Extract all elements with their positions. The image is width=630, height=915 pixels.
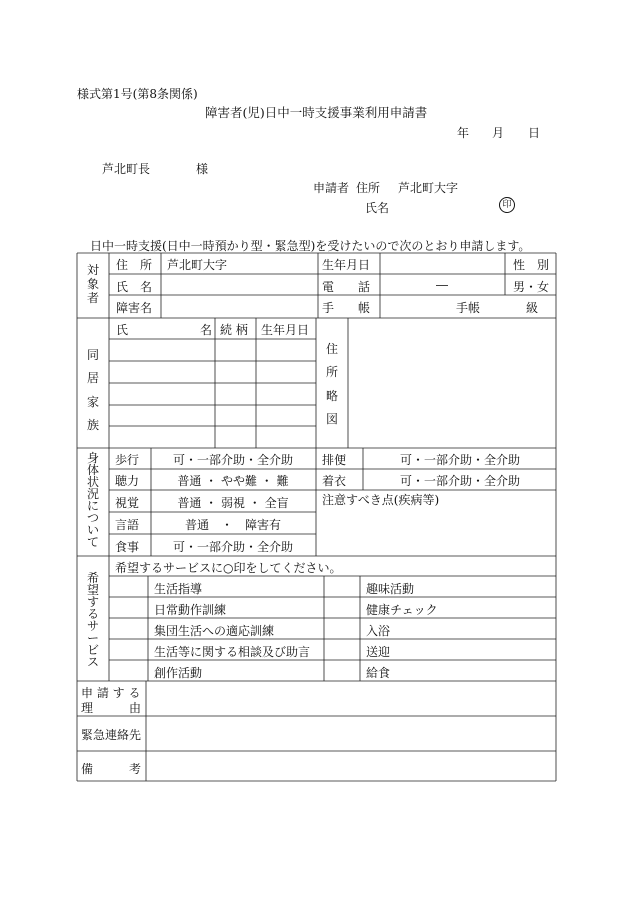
service-item-right: 給食 xyxy=(366,666,391,680)
condition-value: 普通 ・ 障害有 xyxy=(184,518,282,532)
condition-right-value: 可・一部介助・全介助 xyxy=(399,474,521,488)
subject-disability-label: 障害名 xyxy=(116,301,153,315)
service-item-right: 送迎 xyxy=(366,645,391,659)
condition-value: 普通 ・ やや難 ・ 難 xyxy=(177,474,289,488)
subject-section-label xyxy=(86,264,100,305)
subject-phone-dash: ― xyxy=(436,278,448,292)
services-section-label xyxy=(86,572,100,668)
condition-right-value: 可・一部介助・全介助 xyxy=(399,453,521,467)
subject-address-label: 住 所 xyxy=(116,258,153,272)
section-char: 希 xyxy=(86,571,99,585)
reason-label-line2: 理 由 xyxy=(81,701,142,715)
applicant-address-label: 住所 xyxy=(356,181,381,195)
condition-label: 歩行 xyxy=(115,453,140,467)
applicant-name-label: 氏名 xyxy=(365,201,390,215)
seal-mark: 印 xyxy=(499,197,515,213)
section-char: い xyxy=(86,523,99,537)
section-char: 図 xyxy=(325,412,338,427)
section-char: に xyxy=(86,499,99,513)
applicant-address-value: 芦北町大字 xyxy=(398,181,459,195)
condition-right-label: 排便 xyxy=(322,453,347,467)
section-char: 住 xyxy=(325,342,338,356)
section-char: 況 xyxy=(86,487,99,501)
section-char: 状 xyxy=(86,475,99,489)
condition-section-label xyxy=(86,452,100,548)
section-char: 象 xyxy=(86,276,99,291)
service-item-left: 創作活動 xyxy=(154,666,203,680)
service-item-left: 生活指導 xyxy=(154,582,203,596)
subject-address-value: 芦北町大字 xyxy=(167,258,228,272)
reason-label-line1: 申 請 す る xyxy=(81,686,141,700)
section-char: 家 xyxy=(86,394,99,409)
section-char: 同 xyxy=(86,348,99,362)
form-title: 障害者(児)日中一時支援事業利用申請書 xyxy=(205,105,428,120)
form-number: 様式第1号(第8条関係) xyxy=(77,87,198,101)
service-item-right: 趣味活動 xyxy=(366,582,415,596)
section-char: 対 xyxy=(86,263,99,277)
addressee-honorific: 様 xyxy=(196,162,209,176)
section-char: 体 xyxy=(86,463,99,477)
household-map-label xyxy=(325,338,339,432)
household-col-birth: 生年月日 xyxy=(261,323,310,337)
section-char: 居 xyxy=(86,371,99,386)
section-char: ー xyxy=(86,631,99,645)
section-char: つ xyxy=(86,511,99,525)
date-year: 年 xyxy=(457,126,470,140)
section-char: 族 xyxy=(86,418,99,433)
subject-phone-label: 電 話 xyxy=(322,280,371,294)
household-section-label xyxy=(86,344,100,438)
section-char: す xyxy=(86,595,99,609)
addressee: 芦北町長 xyxy=(102,162,151,176)
remarks-label: 備 考 xyxy=(81,762,142,776)
emergency-contact-label: 緊急連絡先 xyxy=(81,728,142,742)
services-instruction: 希望するサービスに○印をしてください。 xyxy=(115,561,342,575)
condition-label: 言語 xyxy=(115,518,140,532)
condition-right-label: 着衣 xyxy=(322,474,347,488)
service-item-right: 健康チェック xyxy=(366,603,438,617)
subject-notebook-value: 手帳 xyxy=(456,301,481,315)
section-char: 者 xyxy=(86,290,99,305)
section-char: る xyxy=(86,607,99,621)
section-char: 望 xyxy=(86,583,99,597)
subject-name-label: 氏 名 xyxy=(116,280,153,294)
condition-notes-label: 注意すべき点(疾病等) xyxy=(322,493,440,507)
date-day: 日 xyxy=(528,126,541,140)
condition-value: 可・一部介助・全介助 xyxy=(172,540,294,554)
section-char: ビ xyxy=(86,643,99,657)
section-char: て xyxy=(86,535,99,549)
service-item-left: 日常動作訓練 xyxy=(154,603,227,617)
condition-value: 普通 ・ 弱視 ・ 全盲 xyxy=(177,496,289,510)
condition-label: 聴力 xyxy=(115,474,140,488)
subject-birth-label: 生年月日 xyxy=(322,258,371,272)
subject-grade: 級 xyxy=(526,301,539,315)
service-item-right: 入浴 xyxy=(366,624,391,638)
household-col-relation: 続 柄 xyxy=(220,323,248,337)
subject-sex-value: 男・女 xyxy=(513,280,550,294)
household-col-name-2: 名 xyxy=(200,323,213,337)
section-char: 身 xyxy=(86,451,99,465)
intro-text: 日中一時支援(日中一時預かり型・緊急型)を受けたいので次のとおり申請します。 xyxy=(90,239,531,253)
service-item-left: 生活等に関する相談及び助言 xyxy=(154,645,311,659)
section-char: サ xyxy=(86,619,99,633)
section-char: ス xyxy=(86,655,99,669)
condition-label: 食事 xyxy=(115,540,140,554)
subject-sex-label: 性 別 xyxy=(513,258,550,272)
applicant-label: 申請者 xyxy=(313,181,350,195)
service-item-left: 集団生活への適応訓練 xyxy=(154,624,275,638)
household-col-name-1: 氏 xyxy=(116,323,129,337)
date-month: 月 xyxy=(492,126,505,140)
condition-value: 可・一部介助・全介助 xyxy=(172,453,294,467)
section-char: 所 xyxy=(325,365,338,380)
subject-notebook-label: 手 帳 xyxy=(322,301,371,315)
condition-label: 視覚 xyxy=(115,496,140,510)
section-char: 略 xyxy=(325,388,338,403)
